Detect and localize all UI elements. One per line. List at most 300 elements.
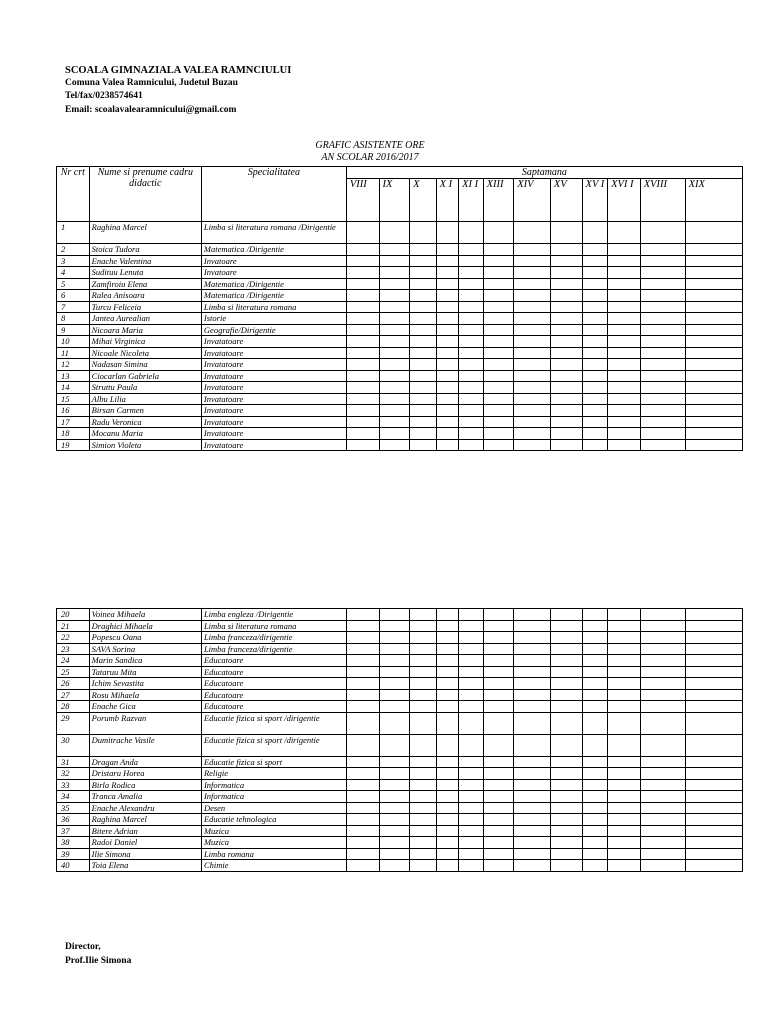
week-cell <box>379 428 410 440</box>
week-cell <box>410 244 437 256</box>
school-email: Email: scoalavalearamnicului@gmail.com <box>65 104 237 115</box>
week-cell <box>410 779 437 791</box>
table-row <box>57 347 743 359</box>
week-cell <box>582 678 608 690</box>
week-cell <box>608 756 641 768</box>
table-row <box>57 393 743 405</box>
cell-nr: 36 <box>57 814 90 826</box>
week-cell <box>685 848 742 860</box>
week-cell <box>379 768 410 780</box>
cell-nr: 39 <box>57 848 90 860</box>
week-cell <box>436 609 458 621</box>
week-cell <box>514 439 551 451</box>
cell-name: Struttu Paula <box>89 382 201 394</box>
week-cell <box>483 678 514 690</box>
cell-nr: 21 <box>57 620 90 632</box>
week-cell <box>514 347 551 359</box>
week-cell <box>685 347 742 359</box>
week-cell <box>685 278 742 290</box>
week-cell <box>346 347 379 359</box>
week-cell <box>582 768 608 780</box>
week-cell <box>436 756 458 768</box>
week-cell <box>436 416 458 428</box>
week-cell <box>608 678 641 690</box>
cell-spec: Matematica /Dirigentie <box>201 290 346 302</box>
week-cell <box>346 290 379 302</box>
week-cell <box>582 370 608 382</box>
week-cell <box>436 359 458 371</box>
week-cell <box>436 301 458 313</box>
week-cell <box>346 756 379 768</box>
week-cell <box>459 382 483 394</box>
week-cell <box>346 860 379 872</box>
week-cell <box>685 756 742 768</box>
week-cell <box>410 678 437 690</box>
week-cell <box>582 712 608 734</box>
week-cell <box>410 359 437 371</box>
week-cell <box>640 814 685 826</box>
week-cell <box>379 666 410 678</box>
cell-spec: Chimie <box>201 860 346 872</box>
week-cell <box>582 336 608 348</box>
week-cell <box>685 620 742 632</box>
week-cell <box>483 313 514 325</box>
table-row <box>57 756 743 768</box>
cell-spec: Invatoare <box>201 255 346 267</box>
week-cell <box>608 416 641 428</box>
week-cell <box>551 701 583 713</box>
week-cell <box>608 655 641 667</box>
week-cell <box>436 278 458 290</box>
week-header-cell: IX <box>379 179 410 222</box>
week-cell <box>379 382 410 394</box>
cell-spec: Invatoare <box>201 267 346 279</box>
cell-spec: Matematica /Dirigentie <box>201 278 346 290</box>
cell-nr: 1 <box>57 222 90 244</box>
week-cell <box>483 382 514 394</box>
week-cell <box>459 313 483 325</box>
week-cell <box>551 848 583 860</box>
week-cell <box>410 370 437 382</box>
week-cell <box>436 655 458 667</box>
week-cell <box>550 301 582 313</box>
week-cell <box>379 324 410 336</box>
week-cell <box>410 837 437 849</box>
week-header-cell: X I <box>436 179 458 222</box>
table-row <box>57 336 743 348</box>
cell-spec: Invatatoare <box>201 382 346 394</box>
week-cell <box>582 244 608 256</box>
week-cell <box>608 837 641 849</box>
week-cell <box>346 825 379 837</box>
week-cell <box>685 643 742 655</box>
cell-spec: Invatatoare <box>201 393 346 405</box>
week-cell <box>640 370 685 382</box>
week-cell <box>514 267 551 279</box>
week-cell <box>608 290 641 302</box>
week-cell <box>582 620 608 632</box>
week-header-cell: XIV <box>514 179 551 222</box>
week-cell <box>346 632 379 644</box>
cell-name: Popescu Oana <box>89 632 201 644</box>
cell-name: Dristaru Horea <box>89 768 201 780</box>
table-row <box>57 848 743 860</box>
week-cell <box>685 768 742 780</box>
week-cell <box>379 290 410 302</box>
week-cell <box>685 290 742 302</box>
cell-nr: 37 <box>57 825 90 837</box>
cell-spec: Invatatoare <box>201 416 346 428</box>
cell-name: Ciocarlan Gabriela <box>89 370 201 382</box>
week-cell <box>459 347 483 359</box>
week-cell <box>582 416 608 428</box>
week-cell <box>685 734 742 756</box>
week-cell <box>436 255 458 267</box>
week-cell <box>346 791 379 803</box>
cell-spec: Invatatoare <box>201 428 346 440</box>
week-cell <box>483 620 514 632</box>
week-cell <box>436 712 458 734</box>
cell-spec: Invatatoare <box>201 439 346 451</box>
cell-nr: 18 <box>57 428 90 440</box>
week-cell <box>410 734 437 756</box>
week-cell <box>410 313 437 325</box>
cell-name: Albu Lilia <box>89 393 201 405</box>
week-cell <box>582 347 608 359</box>
week-cell <box>346 779 379 791</box>
week-cell <box>483 643 514 655</box>
week-cell <box>608 255 641 267</box>
week-cell <box>608 643 641 655</box>
cell-nr: 29 <box>57 712 90 734</box>
table-row <box>57 609 743 621</box>
week-cell <box>582 825 608 837</box>
week-cell <box>514 643 551 655</box>
cell-spec: Invatatoare <box>201 347 346 359</box>
week-cell <box>483 779 514 791</box>
cell-nr: 10 <box>57 336 90 348</box>
week-cell <box>379 347 410 359</box>
week-cell <box>436 734 458 756</box>
week-cell <box>436 848 458 860</box>
cell-nr: 22 <box>57 632 90 644</box>
week-header-cell: XV I <box>582 179 608 222</box>
week-cell <box>459 643 484 655</box>
week-cell <box>459 324 483 336</box>
week-cell <box>640 689 685 701</box>
week-cell <box>550 267 582 279</box>
week-cell <box>379 359 410 371</box>
week-cell <box>346 370 379 382</box>
week-cell <box>514 393 551 405</box>
week-cell <box>685 405 742 417</box>
cell-nr: 6 <box>57 290 90 302</box>
week-cell <box>459 860 484 872</box>
week-cell <box>640 632 685 644</box>
week-cell <box>550 324 582 336</box>
week-cell <box>436 222 458 244</box>
week-cell <box>685 267 742 279</box>
week-cell <box>379 336 410 348</box>
week-cell <box>582 428 608 440</box>
week-cell <box>459 290 483 302</box>
document-title: GRAFIC ASISTENTE ORE <box>315 140 425 151</box>
week-cell <box>346 701 379 713</box>
cell-nr: 38 <box>57 837 90 849</box>
cell-name: Ralea Anisoara <box>89 290 201 302</box>
week-cell <box>459 837 484 849</box>
week-cell <box>514 255 551 267</box>
cell-name: Simion Violeta <box>89 439 201 451</box>
table-row <box>57 301 743 313</box>
week-cell <box>550 405 582 417</box>
week-cell <box>379 734 410 756</box>
week-cell <box>459 632 484 644</box>
week-cell <box>459 848 484 860</box>
week-cell <box>608 336 641 348</box>
week-cell <box>483 290 514 302</box>
week-header-cell: XVIII <box>640 179 685 222</box>
header-week: Saptamana <box>346 167 742 179</box>
cell-nr: 3 <box>57 255 90 267</box>
week-cell <box>436 666 458 678</box>
week-cell <box>514 860 551 872</box>
week-cell <box>685 837 742 849</box>
week-cell <box>514 416 551 428</box>
week-cell <box>459 779 484 791</box>
week-cell <box>459 666 484 678</box>
cell-name: Dumitrache Vasile <box>89 734 201 756</box>
week-cell <box>346 848 379 860</box>
week-cell <box>346 814 379 826</box>
table-row <box>57 278 743 290</box>
week-cell <box>379 609 410 621</box>
table-row <box>57 689 743 701</box>
week-header-cell: XIX <box>685 179 742 222</box>
week-cell <box>550 393 582 405</box>
week-cell <box>483 837 514 849</box>
week-cell <box>379 255 410 267</box>
cell-spec: Limba franceza/dirigentie <box>201 643 346 655</box>
week-cell <box>582 689 608 701</box>
week-cell <box>685 370 742 382</box>
week-cell <box>436 643 458 655</box>
table-row <box>57 244 743 256</box>
week-cell <box>346 609 379 621</box>
week-cell <box>346 734 379 756</box>
header-specialty: Specialitatea <box>201 167 346 222</box>
week-cell <box>436 393 458 405</box>
week-cell <box>550 222 582 244</box>
table-row <box>57 825 743 837</box>
week-cell <box>514 313 551 325</box>
week-cell <box>551 734 583 756</box>
week-cell <box>346 359 379 371</box>
cell-name: Enache Valentina <box>89 255 201 267</box>
week-cell <box>608 768 641 780</box>
week-cell <box>459 301 483 313</box>
table-row <box>57 837 743 849</box>
week-cell <box>379 393 410 405</box>
cell-spec: Invatatoare <box>201 370 346 382</box>
week-cell <box>379 632 410 644</box>
week-cell <box>410 439 437 451</box>
week-cell <box>459 222 483 244</box>
cell-nr: 25 <box>57 666 90 678</box>
week-cell <box>514 837 551 849</box>
week-cell <box>379 222 410 244</box>
week-cell <box>685 439 742 451</box>
week-cell <box>608 244 641 256</box>
week-cell <box>640 734 685 756</box>
week-cell <box>685 689 742 701</box>
week-cell <box>346 643 379 655</box>
week-cell <box>550 382 582 394</box>
cell-spec: Educatie tehnologica <box>201 814 346 826</box>
week-cell <box>640 802 685 814</box>
week-cell <box>459 405 483 417</box>
week-cell <box>379 779 410 791</box>
cell-nr: 27 <box>57 689 90 701</box>
week-cell <box>640 620 685 632</box>
week-cell <box>459 359 483 371</box>
week-cell <box>685 244 742 256</box>
week-cell <box>379 701 410 713</box>
week-cell <box>379 313 410 325</box>
week-cell <box>514 768 551 780</box>
week-cell <box>436 267 458 279</box>
week-cell <box>582 405 608 417</box>
week-cell <box>483 222 514 244</box>
cell-nr: 13 <box>57 370 90 382</box>
week-cell <box>685 814 742 826</box>
week-cell <box>551 609 583 621</box>
cell-name: Tranca Amalia <box>89 791 201 803</box>
week-cell <box>483 734 514 756</box>
week-cell <box>514 825 551 837</box>
week-cell <box>514 678 551 690</box>
cell-name: Ichim Sevastita <box>89 678 201 690</box>
week-cell <box>640 324 685 336</box>
week-cell <box>551 678 583 690</box>
week-cell <box>436 814 458 826</box>
cell-nr: 23 <box>57 643 90 655</box>
week-cell <box>582 837 608 849</box>
header-name: Nume si prenume cadru didactic <box>89 167 201 222</box>
week-cell <box>346 244 379 256</box>
week-cell <box>608 689 641 701</box>
week-cell <box>550 290 582 302</box>
week-cell <box>608 278 641 290</box>
week-cell <box>436 324 458 336</box>
week-cell <box>410 643 437 655</box>
week-cell <box>685 779 742 791</box>
week-cell <box>379 712 410 734</box>
table-row <box>57 791 743 803</box>
week-header-cell: XI I <box>459 179 483 222</box>
week-cell <box>436 428 458 440</box>
table-row <box>57 779 743 791</box>
week-cell <box>379 802 410 814</box>
week-cell <box>410 802 437 814</box>
week-cell <box>410 405 437 417</box>
week-cell <box>410 324 437 336</box>
cell-name: Voinea Mihaela <box>89 609 201 621</box>
week-cell <box>685 222 742 244</box>
cell-name: Birla Rodica <box>89 779 201 791</box>
week-cell <box>459 734 484 756</box>
week-cell <box>483 701 514 713</box>
week-cell <box>483 632 514 644</box>
week-cell <box>685 666 742 678</box>
table-row <box>57 382 743 394</box>
week-cell <box>410 255 437 267</box>
cell-nr: 40 <box>57 860 90 872</box>
week-cell <box>640 860 685 872</box>
cell-nr: 12 <box>57 359 90 371</box>
cell-spec: Limba si literatura romana <box>201 301 346 313</box>
week-cell <box>483 689 514 701</box>
week-cell <box>550 416 582 428</box>
week-cell <box>582 278 608 290</box>
week-cell <box>608 620 641 632</box>
week-cell <box>459 267 483 279</box>
cell-spec: Limba franceza/dirigentie <box>201 632 346 644</box>
week-cell <box>346 439 379 451</box>
school-name: SCOALA GIMNAZIALA VALEA RAMNCIULUI <box>65 65 292 76</box>
table-row <box>57 370 743 382</box>
cell-spec: Religie <box>201 768 346 780</box>
cell-spec: Desen <box>201 802 346 814</box>
week-cell <box>483 393 514 405</box>
table-row <box>57 428 743 440</box>
week-cell <box>514 405 551 417</box>
week-cell <box>582 632 608 644</box>
week-cell <box>608 779 641 791</box>
week-cell <box>550 439 582 451</box>
cell-nr: 31 <box>57 756 90 768</box>
week-cell <box>685 678 742 690</box>
week-header-cell: XV <box>550 179 582 222</box>
week-cell <box>483 359 514 371</box>
week-cell <box>410 347 437 359</box>
cell-nr: 19 <box>57 439 90 451</box>
cell-spec: Muzica <box>201 837 346 849</box>
cell-nr: 24 <box>57 655 90 667</box>
week-cell <box>514 301 551 313</box>
week-cell <box>436 439 458 451</box>
table-row <box>57 666 743 678</box>
cell-name: Ilie Simona <box>89 848 201 860</box>
week-cell <box>346 416 379 428</box>
cell-name: Turcu Feliceia <box>89 301 201 313</box>
week-cell <box>514 632 551 644</box>
cell-nr: 5 <box>57 278 90 290</box>
week-cell <box>582 267 608 279</box>
cell-name: Enache Gica <box>89 701 201 713</box>
week-cell <box>346 655 379 667</box>
week-cell <box>436 632 458 644</box>
week-cell <box>685 359 742 371</box>
week-cell <box>459 244 483 256</box>
cell-name: Jantea Aurealian <box>89 313 201 325</box>
week-cell <box>436 701 458 713</box>
week-cell <box>436 825 458 837</box>
week-cell <box>640 779 685 791</box>
week-cell <box>483 439 514 451</box>
week-cell <box>459 416 483 428</box>
week-cell <box>514 222 551 244</box>
